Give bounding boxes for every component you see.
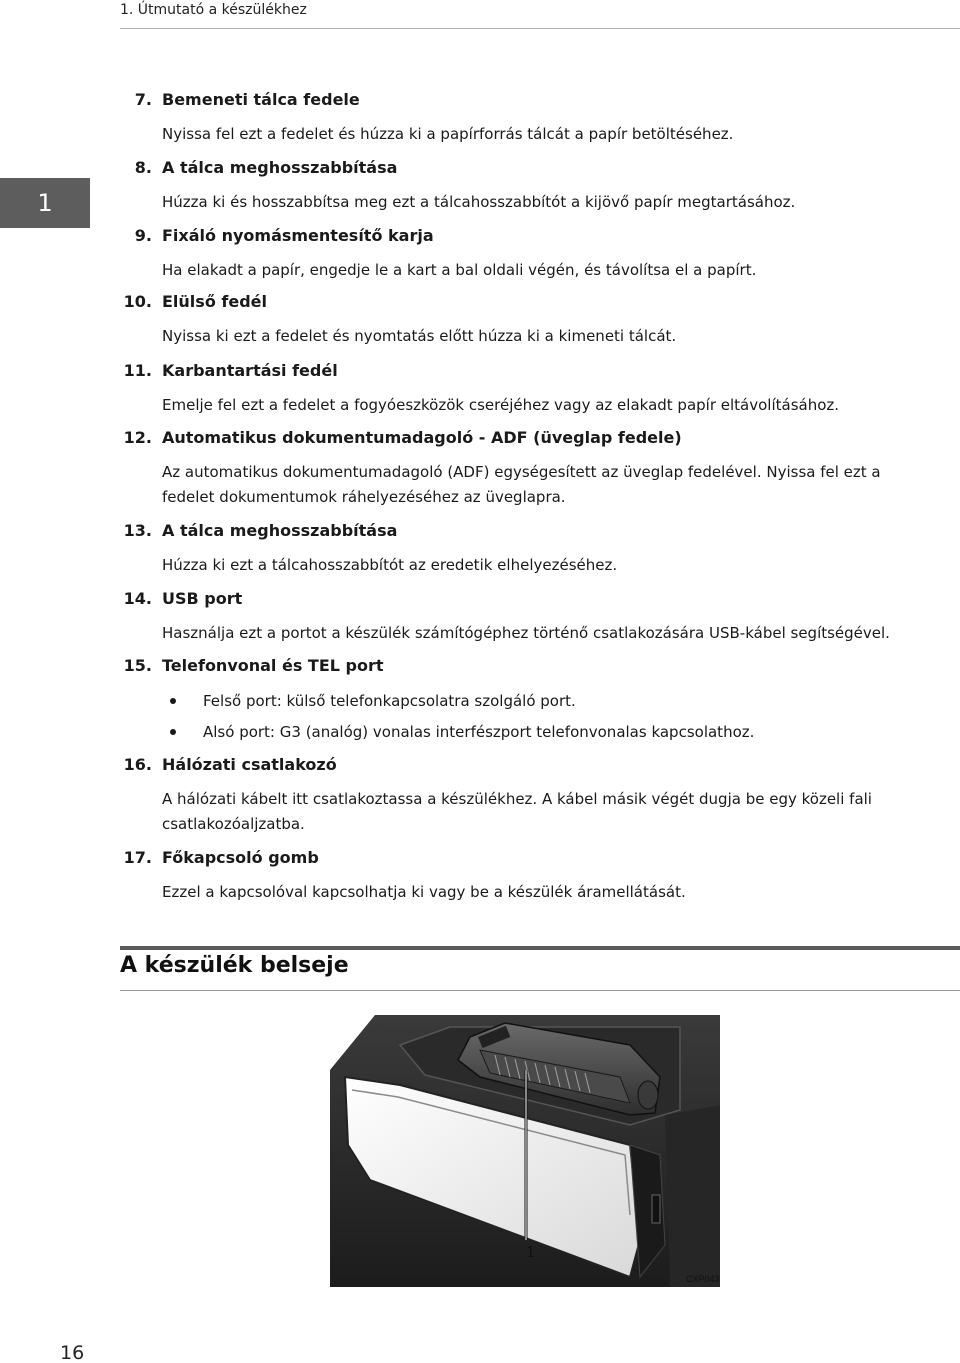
item-description: Húzza ki ezt a tálcahosszabbítót az eredetik elhelyezéséhez. xyxy=(162,556,618,574)
section-title: A készülék belseje xyxy=(120,953,349,978)
item-description: Ha elakadt a papír, engedje le a kart a bal oldali végén, és távolítsa el a papírt. xyxy=(162,261,757,279)
header-rule xyxy=(120,28,960,29)
item-number: 16. xyxy=(123,755,152,774)
chapter-tab: 1 xyxy=(0,178,90,228)
item-title: USB port xyxy=(162,589,243,608)
item-title: A tálca meghosszabbítása xyxy=(162,158,398,177)
bullet-text: Felső port: külső telefonkapcsolatra szolgáló port. xyxy=(203,692,576,710)
item-description: Ezzel a kapcsolóval kapcsolhatja ki vagy be a készülék áramellátását. xyxy=(162,883,686,901)
item-number: 13. xyxy=(123,521,152,540)
item-description: Húzza ki és hosszabbítsa meg ezt a tálcahosszabbítót a kijövő papír megtartásához. xyxy=(162,193,796,211)
page-number: 16 xyxy=(60,1342,85,1363)
figure-callout-label: 1 xyxy=(526,1244,535,1261)
item-number: 8. xyxy=(134,158,152,177)
item-title: Főkapcsoló gomb xyxy=(162,848,319,867)
item-number: 14. xyxy=(123,589,152,608)
item-title: Elülső fedél xyxy=(162,292,267,311)
item-description: Emelje fel ezt a fedelet a fogyóeszközök cseréjéhez vagy az elakadt papír eltávolításához. xyxy=(162,396,840,414)
item-description: Az automatikus dokumentumadagoló (ADF) egységesített az üveglap fedelével. Nyissa fel ezt a fedelet dokumentumok ráhelyezéséhez az üveglapra. xyxy=(162,463,881,506)
item-number: 12. xyxy=(123,428,152,447)
item-title: Bemeneti tálca fedele xyxy=(162,90,360,109)
item-title: A tálca meghosszabbítása xyxy=(162,521,398,540)
bullet-text: Alsó port: G3 (analóg) vonalas interfészport telefonvonalas kapcsolathoz. xyxy=(203,723,755,741)
item-description: Nyissa fel ezt a fedelet és húzza ki a papírforrás tálcát a papír betöltéséhez. xyxy=(162,125,734,143)
running-header: 1. Útmutató a készülékhez xyxy=(120,2,307,18)
item-number: 11. xyxy=(123,361,152,380)
bullet-item xyxy=(176,690,576,712)
item-number: 17. xyxy=(123,848,152,867)
bullet-item xyxy=(176,721,755,743)
item-description: Használja ezt a portot a készülék számítógéphez történő csatlakozására USB-kábel segítségével. xyxy=(162,624,890,642)
item-title: Fixáló nyomásmentesítő karja xyxy=(162,226,434,245)
printer-interior-illustration xyxy=(330,1015,720,1287)
item-number: 7. xyxy=(134,90,152,109)
item-number: 15. xyxy=(123,656,152,675)
item-title: Automatikus dokumentumadagoló - ADF (üveglap fedele) xyxy=(162,428,682,447)
item-description: Nyissa ki ezt a fedelet és nyomtatás előtt húzza ki a kimeneti tálcát. xyxy=(162,327,677,345)
figure-code: CXP043 xyxy=(686,1274,720,1284)
item-description: A hálózati kábelt itt csatlakoztassa a készülékhez. A kábel másik végét dugja be egy közeli fali csatlakozóaljzatba. xyxy=(162,790,872,833)
item-title: Hálózati csatlakozó xyxy=(162,755,337,774)
item-title: Karbantartási fedél xyxy=(162,361,338,380)
item-number: 9. xyxy=(134,226,152,245)
section-rule xyxy=(120,946,960,950)
section-rule-thin xyxy=(120,990,960,991)
item-number: 10. xyxy=(123,292,152,311)
item-title: Telefonvonal és TEL port xyxy=(162,656,384,675)
